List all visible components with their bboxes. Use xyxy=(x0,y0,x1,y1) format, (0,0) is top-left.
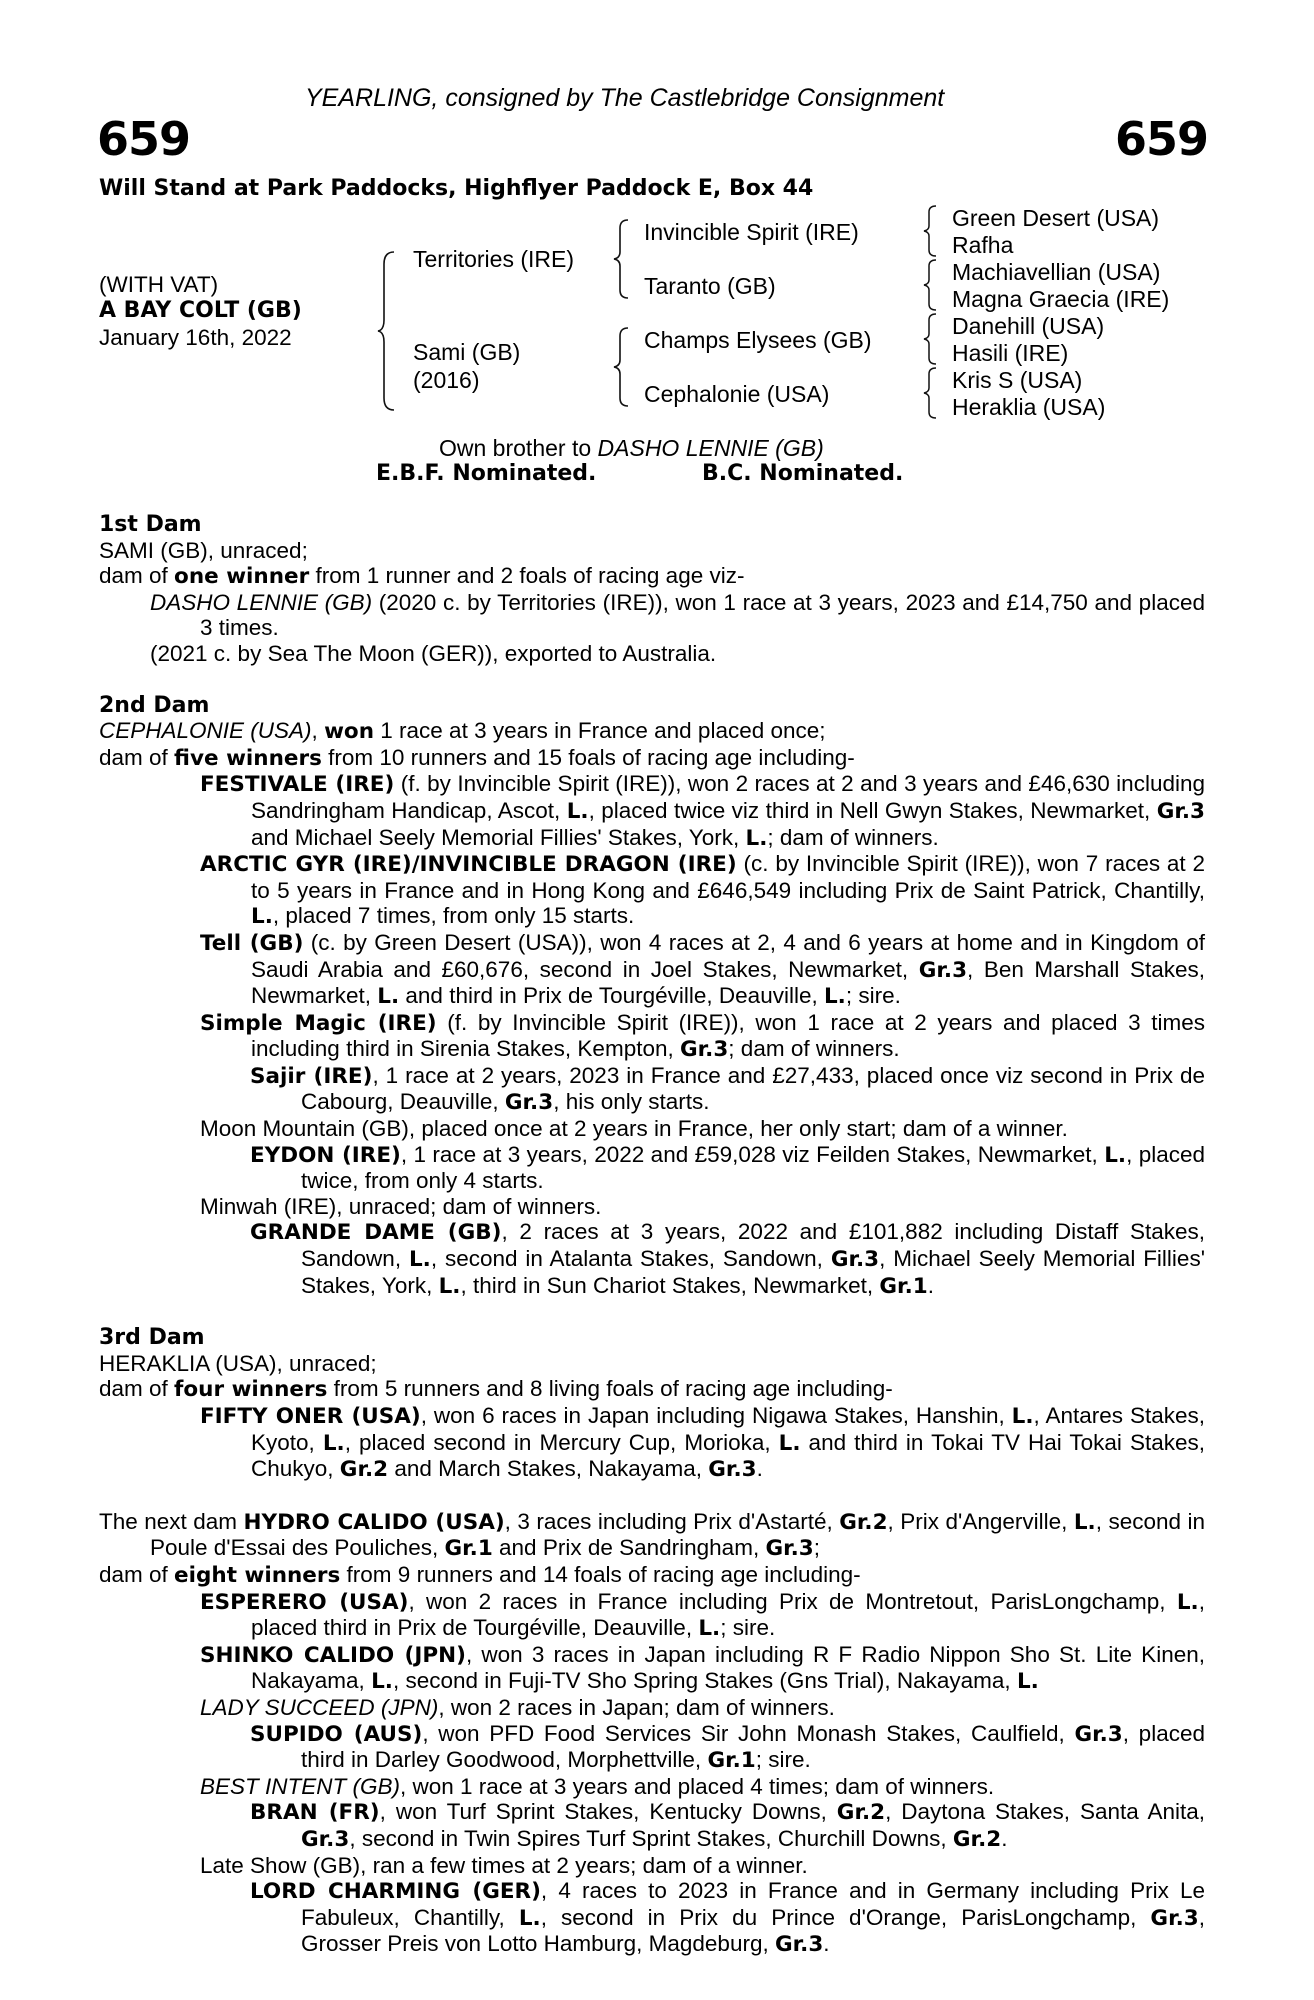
progeny-supido: SUPIDO (AUS), won PFD Food Services Sir John Monash Stakes, Caulfield, Gr.3, placed third in Darley Goodwood, Morphettville, Gr.1; sire. xyxy=(250,1720,1205,1774)
sdd: Magna Graecia (IRE) xyxy=(952,286,1170,312)
sds: Machiavellian (USA) xyxy=(952,259,1161,285)
third-dam-heading: 3rd Dam xyxy=(99,1325,205,1351)
progeny-shinko-calido: SHINKO CALIDO (JPN), won 3 races in Japan including R F Radio Nippon Sho St. Lite Kinen, Nakayama, L., second in Fuji-TV Sho Spring Stakes (Gns Trial), Nakayama, L. xyxy=(200,1641,1205,1695)
horse-name: A BAY COLT (GB) xyxy=(99,298,302,323)
first-dam-produce: dam of one winner from 1 runner and 2 foals of racing age viz- xyxy=(99,563,745,590)
consignment-subtitle: YEARLING, consigned by The Castlebridge Consignment xyxy=(305,84,945,112)
dam: Sami (GB) xyxy=(413,339,521,365)
dd-brace xyxy=(922,366,940,420)
progeny-late-show: Late Show (GB), ran a few times at 2 years; dam of a winner. xyxy=(200,1852,808,1878)
progeny-2021-colt: (2021 c. by Sea The Moon (GER)), exported to Australia. xyxy=(150,640,717,666)
progeny-moon-mountain: Moon Mountain (GB), placed once at 2 years in France, her only start; dam of a winner. xyxy=(200,1116,1068,1142)
sire-sire: Invincible Spirit (IRE) xyxy=(644,219,859,245)
progeny-tell: Tell (GB) (c. by Green Desert (USA)), won 4 races at 2, 4 and 6 years at home and in Kingdom of Saudi Arabia and £60,676, second in Joel Stakes, Newmarket, Gr.3, Ben Marshall Stakes, Newmarket, L. and third in Prix de Tourgéville, Deauville, L.; sire. xyxy=(200,929,1206,1010)
progeny-best-intent: BEST INTENT (GB), won 1 race at 3 years and placed 4 times; dam of winners. xyxy=(200,1773,995,1799)
first-dam-heading: 1st Dam xyxy=(99,512,202,537)
ebf-nominated: E.B.F. Nominated. xyxy=(376,461,597,486)
progeny-bran: BRAN (FR), won Turf Sprint Stakes, Kentucky Downs, Gr.2, Daytona Stakes, Santa Anita, Gr.3, second in Twin Spires Turf Sprint Stakes, Churchill Downs, Gr.2. xyxy=(250,1799,1205,1852)
dam-brace xyxy=(612,326,632,408)
progeny-dasho-lennie: DASHO LENNIE (GB) (2020 c. by Territories (IRE)), won 1 race at 3 years, 2023 and £14,750 and placed 3 times. xyxy=(150,589,1205,641)
second-dam-line: CEPHALONIE (USA), won 1 race at 3 years in France and placed once; xyxy=(99,718,826,745)
progeny-sajir: Sajir (IRE), 1 race at 2 years, 2023 in France and £27,433, placed once viz second in Prix de Cabourg, Deauville, Gr.3, his only starts. xyxy=(250,1062,1205,1116)
sire-dam: Taranto (GB) xyxy=(644,273,776,299)
sss: Green Desert (USA) xyxy=(952,205,1160,231)
progeny-esperero: ESPERERO (USA), won 2 races in France including Prix de Montretout, ParisLongchamp, L., placed third in Prix de Tourgéville, Deauville, L.; sire. xyxy=(200,1588,1205,1642)
progeny-arctic-gyr: ARCTIC GYR (IRE)/INVINCIBLE DRAGON (IRE) (c. by Invincible Spirit (IRE)), won 7 races at 2 to 5 years in France and in Hong Kong and £646,549 including Prix de Saint Patrick, Chantilly, L., placed 7 times, from only 15 starts. xyxy=(200,851,1206,930)
progeny-grande-dame: GRANDE DAME (GB), 2 races at 3 years, 2022 and £101,882 including Distaff Stakes, Sandown, L., second in Atalanta Stakes, Sandown, Gr.3, Michael Seely Memorial Fillies' Stakes, York, L., third in Sun Chariot Stakes, Newmarket, Gr.1. xyxy=(250,1219,1205,1299)
sire: Territories (IRE) xyxy=(413,246,575,272)
dam-year: (2016) xyxy=(413,367,480,393)
progeny-lady-succeed: LADY SUCCEED (JPN), won 2 races in Japan; dam of winners. xyxy=(200,1694,835,1720)
third-dam-line: HERAKLIA (USA), unraced; xyxy=(99,1350,377,1376)
stabling-location: Will Stand at Park Paddocks, Highflyer Paddock E, Box 44 xyxy=(99,176,814,201)
progeny-fifty-oner: FIFTY ONER (USA), won 6 races in Japan including Nigawa Stakes, Hanshin, L., Antares Stakes, Kyoto, L., placed second in Mercury Cup, Morioka, L. and third in Tokai TV Hai Tokai Stakes, Chukyo, Gr.2 and March Stakes, Nakayama, Gr.3. xyxy=(200,1403,1206,1483)
first-dam-line: SAMI (GB), unraced; xyxy=(99,537,308,563)
ssd: Rafha xyxy=(952,232,1014,258)
progeny-lord-charming: LORD CHARMING (GER), 4 races to 2023 in France and in Germany including Prix Le Fabuleux, Chantilly, L., second in Prix du Prince d'Orange, ParisLongchamp, Gr.3, Grosser Preis von Lotto Hamburg, Magdeburg, Gr.3. xyxy=(250,1878,1205,1958)
dsd: Hasili (IRE) xyxy=(952,340,1069,366)
progeny-simple-magic: Simple Magic (IRE) (f. by Invincible Spirit (IRE)), won 1 race at 2 years and placed 3 times including third in Sirenia Stakes, Kempton, Gr.3; dam of winners. xyxy=(200,1009,1206,1063)
ds-brace xyxy=(922,312,940,366)
sd-brace xyxy=(922,258,940,312)
own-brother-note: Own brother to DASHO LENNIE (GB) xyxy=(439,435,824,461)
bc-nominated: B.C. Nominated. xyxy=(702,461,904,486)
dam-dam: Cephalonie (USA) xyxy=(644,381,830,407)
progeny-festivale: FESTIVALE (IRE) (f. by Invincible Spirit (IRE)), won 2 races at 2 and 3 years and £46,630 including Sandringham Handicap, Ascot, L., placed twice viz third in Nell Gwyn Stakes, Newmarket, Gr.3 and Michael Seely Memorial Fillies' Stakes, York, L.; dam of winners. xyxy=(200,771,1206,851)
dam-sire: Champs Elysees (GB) xyxy=(644,327,872,353)
dds: Kris S (USA) xyxy=(952,367,1083,393)
ddd: Heraklia (USA) xyxy=(952,394,1106,420)
third-dam-produce: dam of four winners from 5 runners and 8 living foals of racing age including- xyxy=(99,1376,893,1403)
vat-note: (WITH VAT) xyxy=(99,272,219,297)
progeny-minwah: Minwah (IRE), unraced; dam of winners. xyxy=(200,1193,602,1219)
main-brace xyxy=(376,250,398,412)
ss-brace xyxy=(922,204,940,258)
sire-brace xyxy=(612,218,632,300)
next-dam-produce: dam of eight winners from 9 runners and 14 foals of racing age including- xyxy=(99,1561,861,1588)
second-dam-produce: dam of five winners from 10 runners and 15 foals of racing age including- xyxy=(99,744,855,771)
next-dam-line: The next dam HYDRO CALIDO (USA), 3 races including Prix d'Astarté, Gr.2, Prix d'Angerville, L., second in Poule d'Essai des Pouliches, Gr.1 and Prix de Sandringham, Gr.3; xyxy=(99,1508,1205,1562)
catalogue-body xyxy=(99,512,1205,1958)
progeny-eydon: EYDON (IRE), 1 race at 3 years, 2022 and £59,028 viz Feilden Stakes, Newmarket, L., placed twice, from only 4 starts. xyxy=(250,1141,1205,1194)
lot-number-left: 659 xyxy=(97,112,191,166)
horse-dob: January 16th, 2022 xyxy=(99,325,292,350)
lot-number-right: 659 xyxy=(1114,112,1208,166)
dss: Danehill (USA) xyxy=(952,313,1105,339)
second-dam-heading: 2nd Dam xyxy=(99,692,210,718)
